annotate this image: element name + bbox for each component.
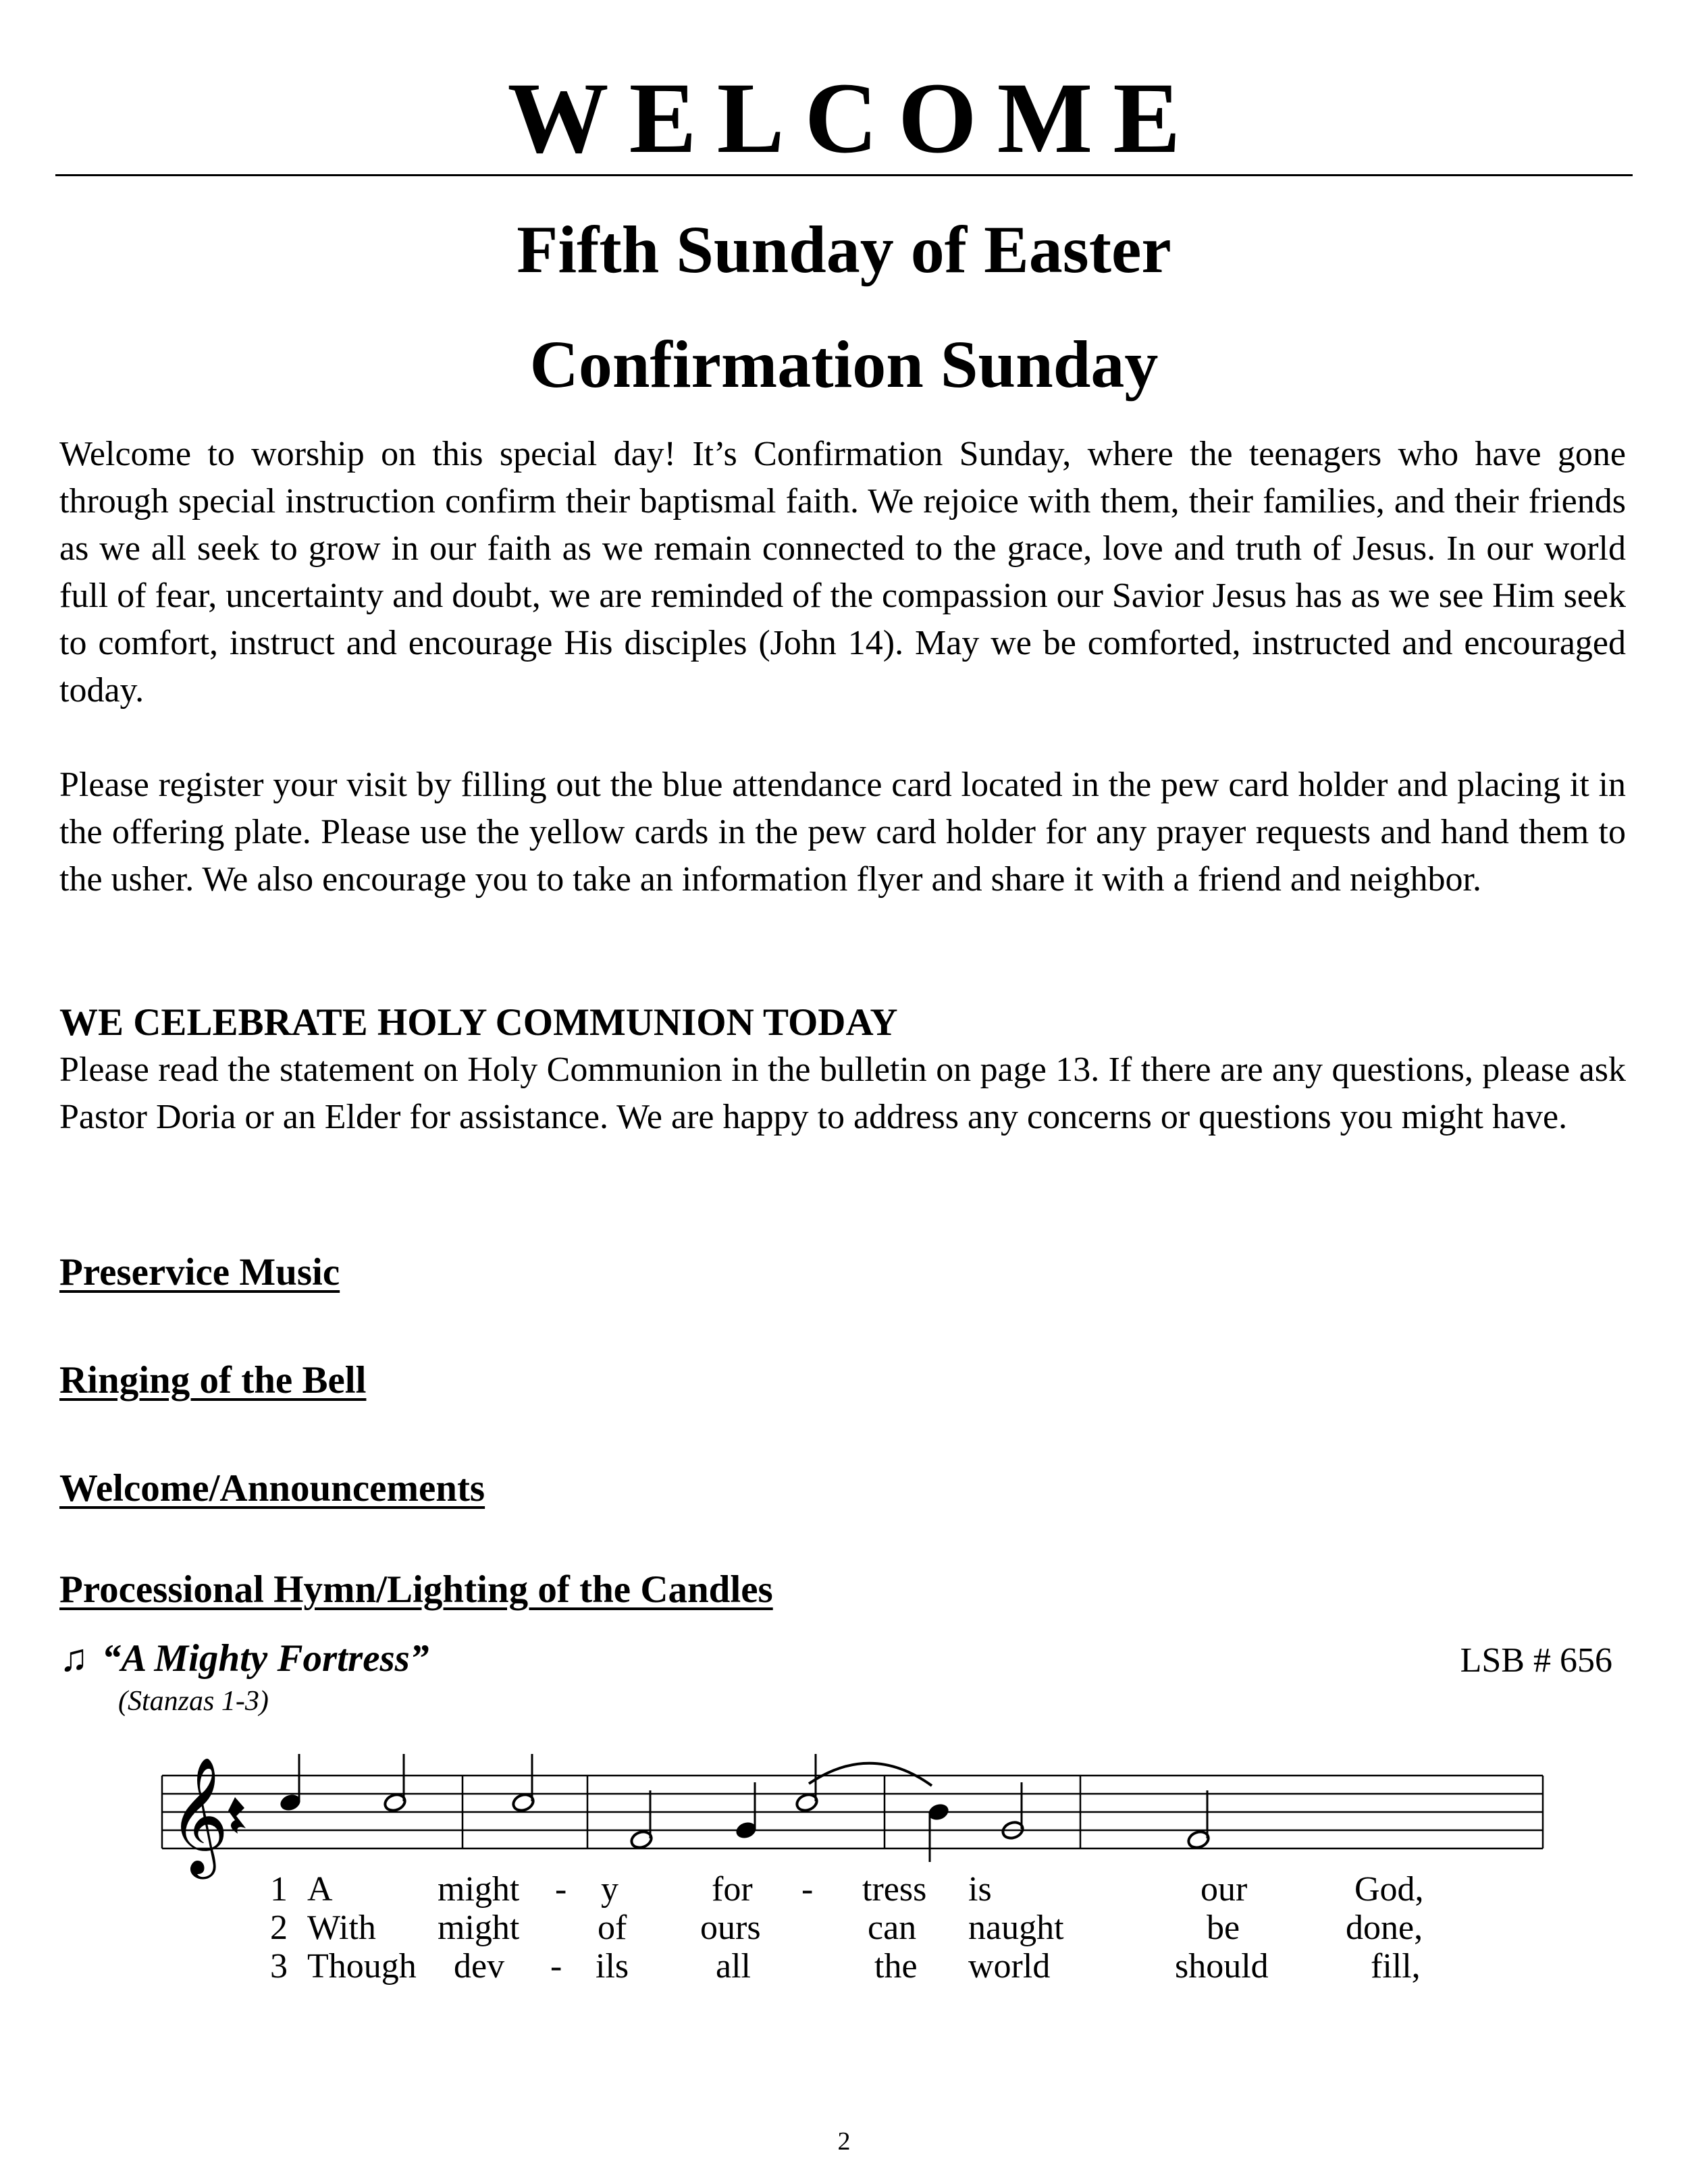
section-ringing-bell: Ringing of the Bell — [59, 1359, 367, 1402]
lyric-syllable: world — [968, 1947, 1051, 1986]
welcome-paragraph: Welcome to worship on this special day! It’s Confirmation Sunday, where the teenagers who have gone through special instruction confirm their baptismal faith. We rejoice with them, their families, and their friends as we all seek to grow in our faith as we remain connected to the grace, love and truth of Jesus. In our world full of fear, uncertainty and doubt, we are reminded of the compassion our Savior Jesus has as we see Him seek to comfort, instruct and encourage His disciples (John 14). May we be comforted, instructed and encouraged today. — [59, 435, 1626, 710]
lyric-syllable: all — [716, 1947, 751, 1986]
title-divider — [55, 174, 1633, 176]
quarter-rest-icon — [228, 1797, 246, 1834]
section-preservice-music: Preservice Music — [59, 1251, 340, 1294]
lyric-syllable: dev — [454, 1947, 505, 1986]
communion-heading: WE CELEBRATE HOLY COMMUNION TODAY — [59, 1001, 898, 1044]
lyric-verse-number: 3 — [270, 1947, 288, 1986]
lyric-syllable: done, — [1346, 1909, 1423, 1947]
lyric-syllable: With — [307, 1909, 376, 1947]
subtitle-confirmation: Confirmation Sunday — [529, 327, 1159, 402]
lyric-syllable: ours — [700, 1909, 761, 1947]
lyric-hyphen: - — [801, 1870, 814, 1909]
hymn-number: LSB # 656 — [1460, 1641, 1612, 1680]
lyric-syllable: be — [1207, 1909, 1240, 1947]
lyric-syllable: naught — [968, 1909, 1064, 1947]
music-note-icon: ♫ — [59, 1637, 88, 1680]
page-title: WELCOME — [507, 62, 1201, 174]
lyric-syllable: might — [438, 1870, 520, 1909]
hymn-stanzas: (Stanzas 1-3) — [118, 1686, 269, 1717]
music-staff — [155, 1749, 1546, 1890]
lyric-syllable: tress — [862, 1870, 927, 1909]
registration-paragraph: Please register your visit by filling out the blue attendance card located in the pew card holder and placing it in the offering plate. Please use the yellow cards in the pew card holder for any prayer requests and hand them to the usher. We also encourage you to take an information flyer and share it with a friend and neighbor. — [59, 766, 1626, 899]
treble-clef-icon: 𝄞 — [169, 1757, 229, 1874]
lyric-syllable: A — [307, 1870, 333, 1909]
lyric-syllable: y — [601, 1870, 618, 1909]
section-processional-hymn: Processional Hymn/Lighting of the Candles — [59, 1568, 773, 1611]
lyric-verse-number: 2 — [270, 1909, 288, 1947]
lyric-syllable: might — [438, 1909, 520, 1947]
lyric-syllable: God, — [1354, 1870, 1424, 1909]
subtitle: Fifth Sunday of Easter — [517, 212, 1171, 287]
hymn-title-line — [59, 1635, 429, 1682]
lyric-syllable: should — [1175, 1947, 1269, 1986]
lyric-syllable: for — [712, 1870, 753, 1909]
lyric-hyphen: - — [555, 1870, 567, 1909]
lyric-syllable: our — [1201, 1870, 1248, 1909]
lyric-syllable: fill, — [1371, 1947, 1421, 1986]
lyric-hyphen: - — [550, 1947, 562, 1986]
lyric-syllable: can — [868, 1909, 917, 1947]
lyric-syllable: is — [968, 1870, 992, 1909]
lyric-syllable: the — [874, 1947, 918, 1986]
section-welcome-announcements: Welcome/Announcements — [59, 1467, 485, 1510]
hymn-title: “A Mighty Fortress” — [101, 1637, 429, 1680]
page-number: 2 — [837, 2127, 851, 2156]
staff-lines — [162, 1776, 1543, 1848]
lyric-syllable: ils — [596, 1947, 629, 1986]
lyric-syllable: of — [598, 1909, 627, 1947]
lyric-syllable: Though — [307, 1947, 417, 1986]
staff-notes — [278, 1754, 1211, 1862]
communion-paragraph: Please read the statement on Holy Communion in the bulletin on page 13. If there are any questions, please ask Pastor Doria or an Elder for assistance. We are happy to address any concerns or questions you might have. — [59, 1050, 1626, 1136]
lyric-verse-number: 1 — [270, 1870, 288, 1909]
